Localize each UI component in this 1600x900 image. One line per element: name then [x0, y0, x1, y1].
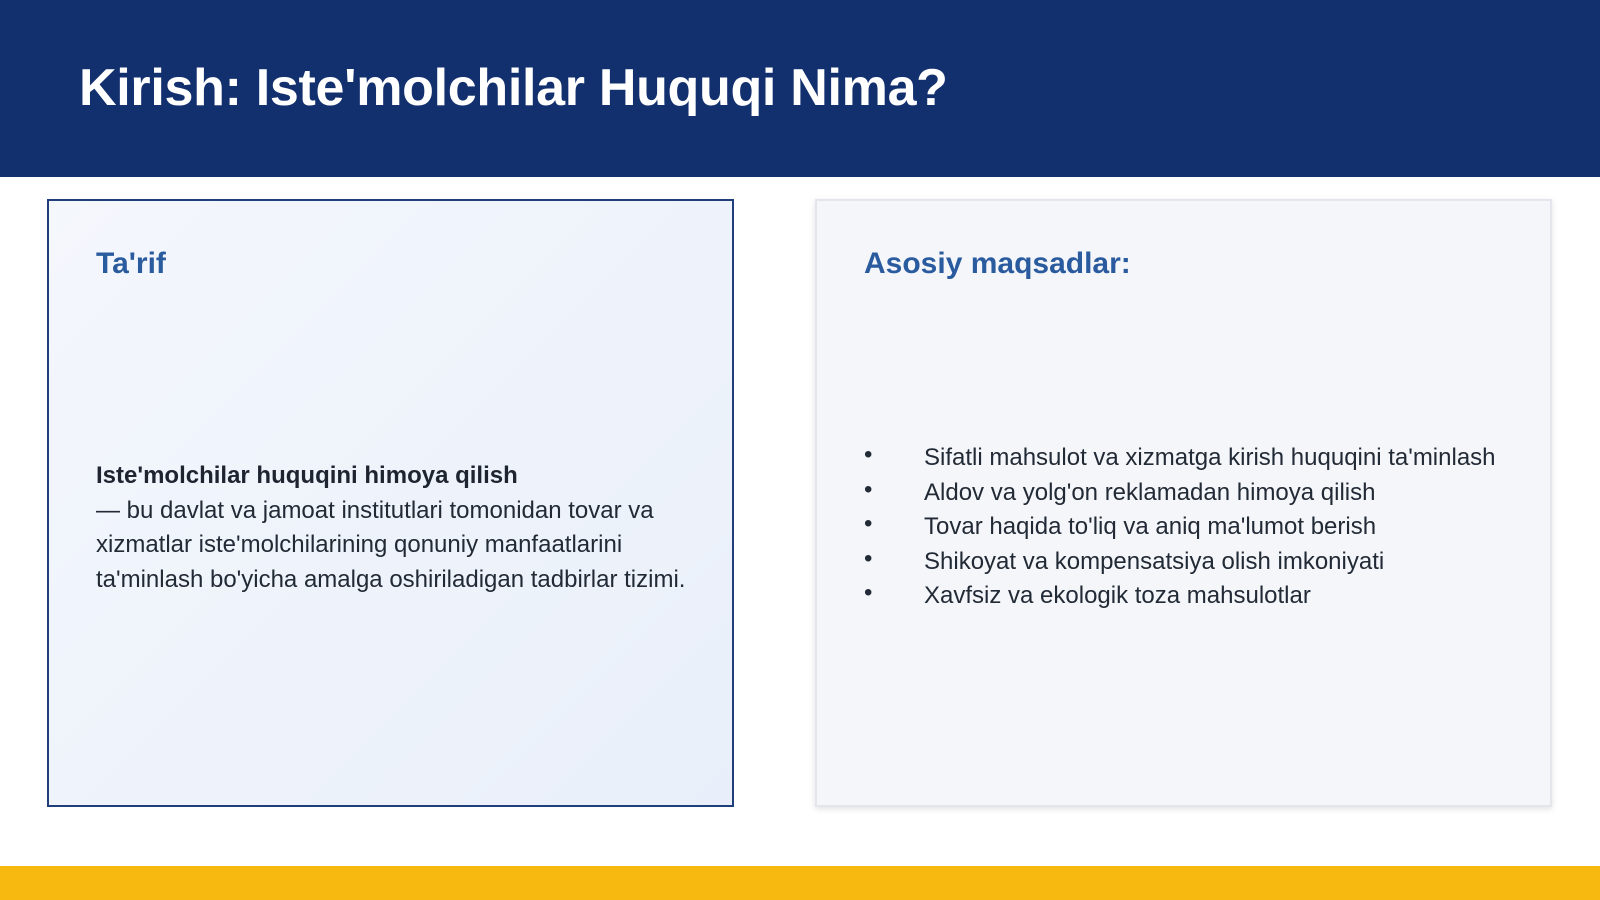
bullet-icon: •: [864, 441, 873, 468]
definition-card: [47, 199, 734, 807]
bullet-icon: •: [864, 510, 873, 537]
list-item: [864, 441, 1504, 476]
bullet-icon: •: [864, 475, 873, 503]
goal-text: Aldov va yolg'on reklamadan himoya qilish: [924, 478, 1376, 506]
goals-heading: Asosiy maqsadlar:: [864, 247, 1131, 280]
goal-text: Tovar haqida to'liq va aniq ma'lumot berish: [924, 513, 1377, 540]
goal-text: Xavfsiz va ekologik toza mahsulotlar: [924, 582, 1311, 609]
bullet-icon: •: [864, 579, 873, 606]
goal-text: Sifatli mahsulot va xizmatga kirish huquqini ta'minlash: [924, 444, 1496, 471]
list-item: [864, 579, 1504, 614]
bullet-icon: •: [864, 544, 873, 572]
definition-heading: Ta'rif: [96, 247, 166, 280]
footer-accent-bar: [0, 866, 1600, 900]
list-item: [864, 476, 1504, 511]
list-item: [864, 545, 1504, 580]
goals-list: [864, 441, 1504, 614]
definition-term: Iste'molchilar huquqini himoya qilish: [96, 462, 518, 489]
slide-title: Kirish: Iste'molchilar Huquqi Nima?: [79, 59, 948, 117]
slide-header: [0, 0, 1600, 177]
list-item: [864, 510, 1504, 545]
definition-body: [96, 459, 696, 597]
goal-text: Shikoyat va kompensatsiya olish imkoniyati: [924, 547, 1385, 575]
definition-text: — bu davlat va jamoat institutlari tomonidan tovar va xizmatlar iste'molchilarining qonuniy manfaatlarini ta'minlash bo'yicha amalga oshiriladigan tadbirlar tizimi.: [96, 496, 686, 593]
goals-card: [815, 199, 1552, 807]
